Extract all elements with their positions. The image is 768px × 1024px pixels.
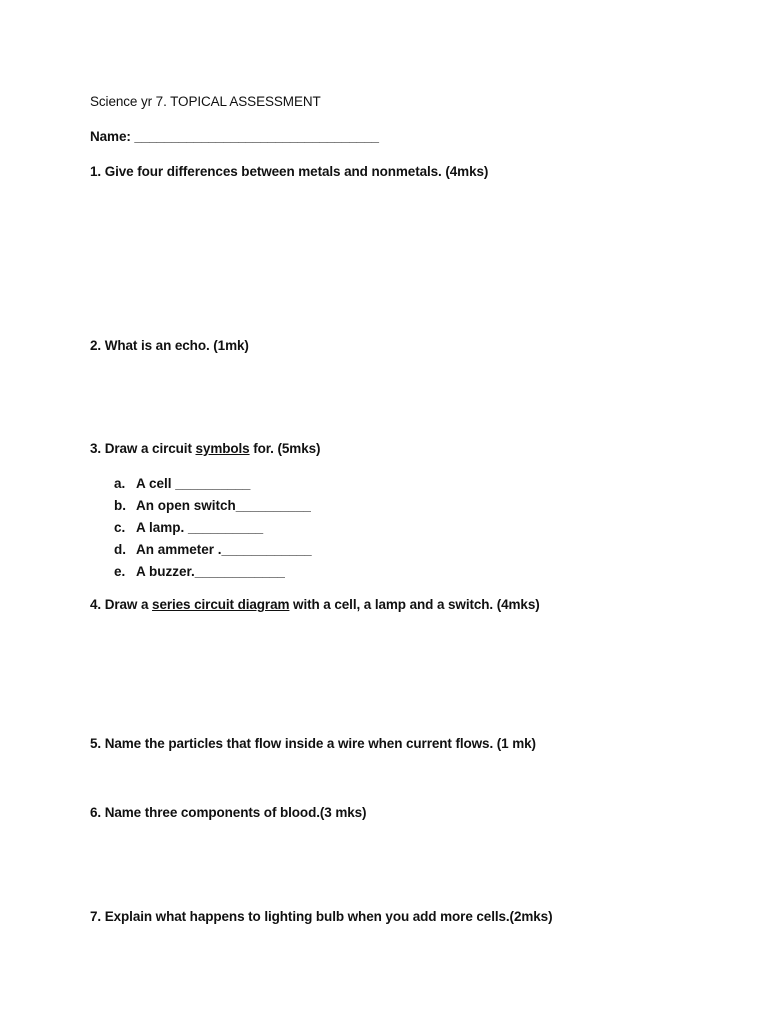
question-3-suffix: for. (5mks): [249, 441, 321, 456]
list-item-text: A buzzer.____________: [136, 564, 285, 579]
list-item: [114, 520, 312, 542]
list-item-letter: d.: [114, 542, 126, 557]
question-5: 5. Name the particles that flow inside a wire when current flows. (1 mk): [90, 736, 536, 751]
name-field-line: Name: _________________________________: [90, 129, 379, 144]
list-item-text: A lamp. __________: [136, 520, 264, 535]
list-item-text: A cell __________: [136, 476, 251, 491]
question-3-prefix: 3. Draw a circuit: [90, 441, 196, 456]
question-6: 6. Name three components of blood.(3 mks): [90, 805, 367, 820]
question-4-suffix: with a cell, a lamp and a switch. (4mks): [289, 597, 540, 612]
list-item-letter: c.: [114, 520, 126, 535]
list-item-text: An open switch__________: [136, 498, 311, 513]
document-title: Science yr 7. TOPICAL ASSESSMENT: [90, 94, 321, 109]
question-2: 2. What is an echo. (1mk): [90, 338, 249, 353]
list-item-text: An ammeter .____________: [136, 542, 312, 557]
list-item-letter: a.: [114, 476, 126, 491]
list-item: [114, 564, 312, 586]
question-3-list: [114, 476, 312, 586]
list-item: [114, 498, 312, 520]
question-3-underlined: symbols: [195, 441, 250, 456]
list-item: [114, 542, 312, 564]
question-4-underlined: series circuit diagram: [152, 597, 290, 612]
list-item-letter: b.: [114, 498, 126, 513]
question-4-prefix: 4. Draw a: [90, 597, 153, 612]
question-4: [90, 597, 540, 613]
question-7: 7. Explain what happens to lighting bulb when you add more cells.(2mks): [90, 909, 553, 924]
question-1: 1. Give four differences between metals and nonmetals. (4mks): [90, 164, 489, 179]
list-item-letter: e.: [114, 564, 126, 579]
list-item: [114, 476, 312, 498]
question-3: [90, 441, 320, 457]
